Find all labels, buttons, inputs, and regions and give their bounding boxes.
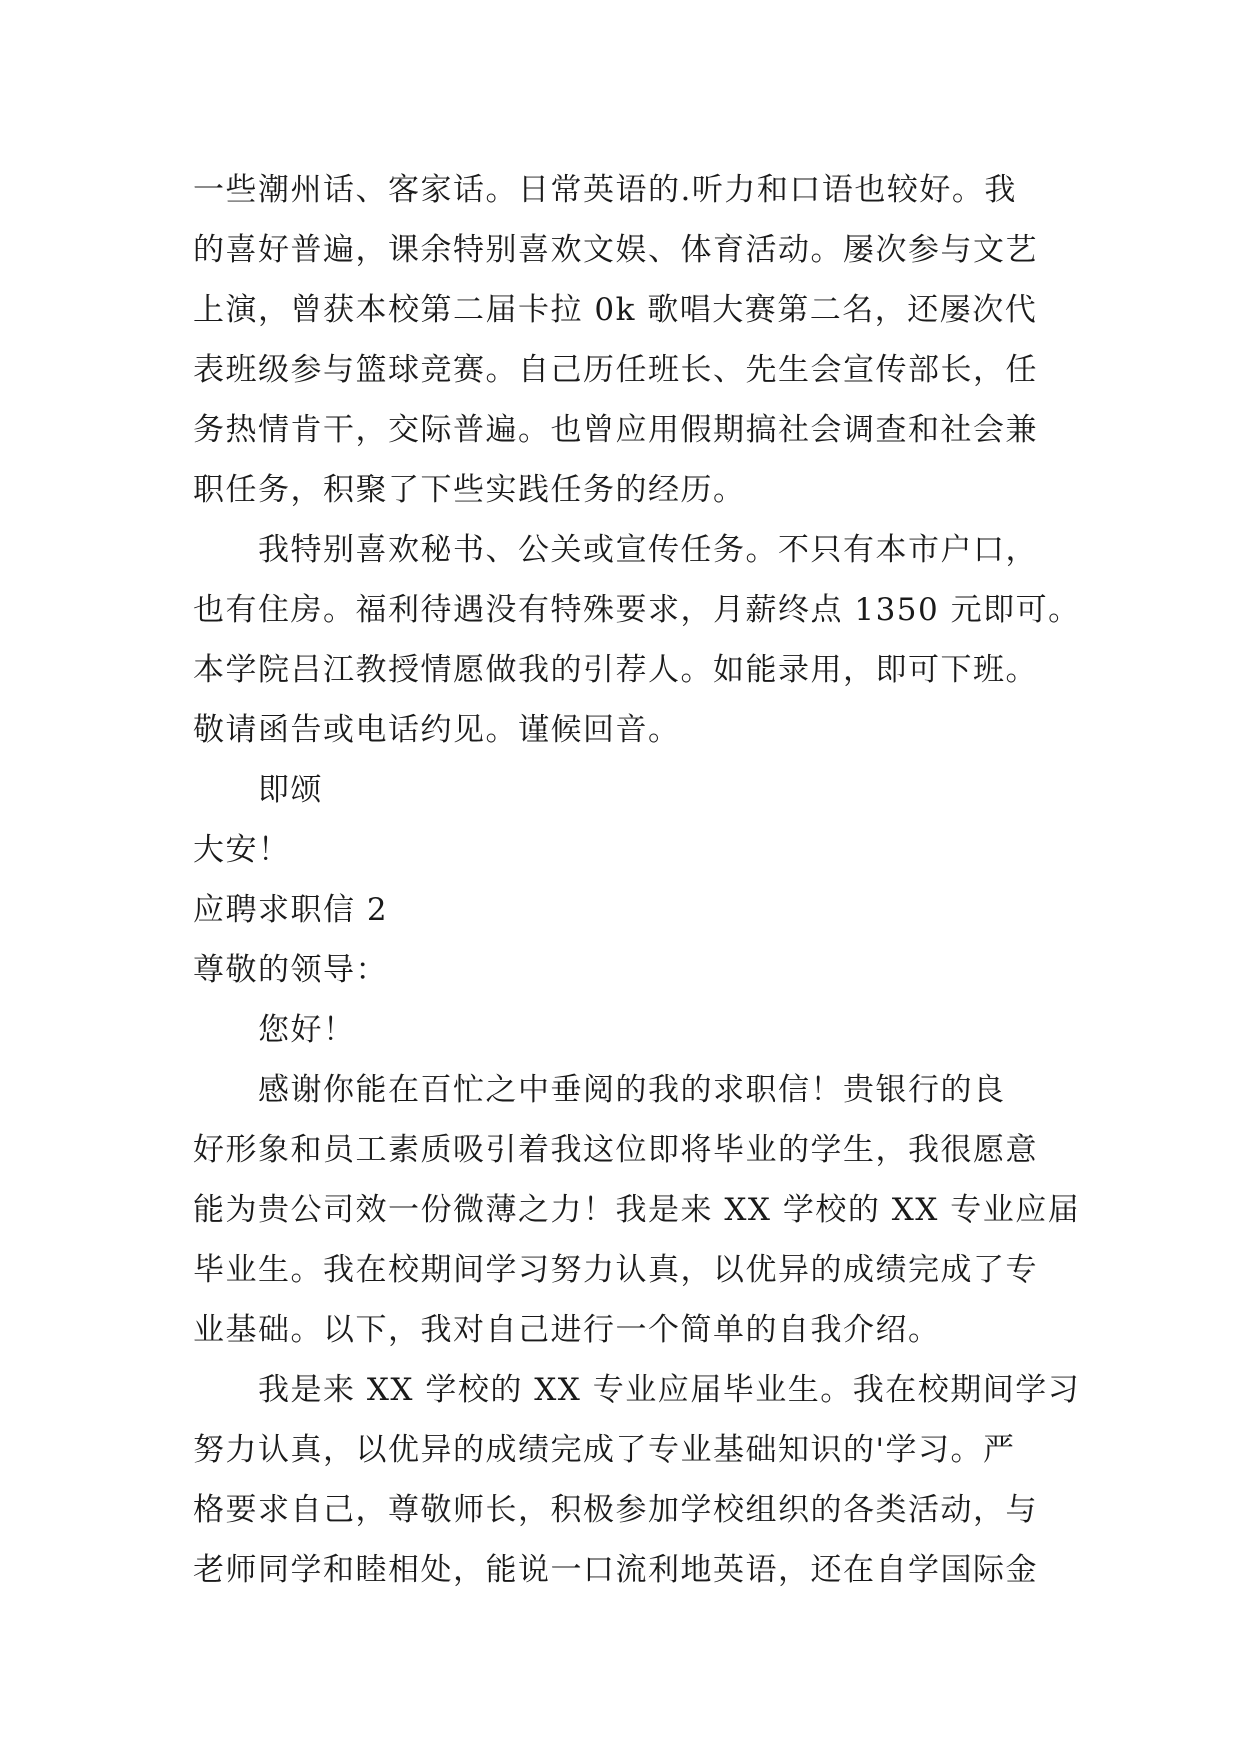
text-line: 大安！	[193, 832, 291, 868]
text-line: 好形象和员工素质吸引着我这位即将毕业的学生，我很愿意	[193, 1132, 1038, 1168]
text-line: 感谢你能在百忙之中垂阅的我的求职信！贵银行的良	[258, 1072, 1006, 1108]
text-line: 老师同学和睦相处，能说一口流利地英语，还在自学国际金	[193, 1552, 1038, 1588]
text-line: 应聘求职信 2	[193, 892, 389, 928]
text-line: 的喜好普遍，课余特别喜欢文娱、体育活动。屡次参与文艺	[193, 232, 1038, 268]
text-line: 业基础。以下，我对自己进行一个简单的自我介绍。	[193, 1312, 941, 1348]
text-line: 一些潮州话、客家话。日常英语的.听力和口语也较好。我	[193, 172, 1017, 208]
text-line: 敬请函告或电话约见。谨候回音。	[193, 712, 681, 748]
text-line: 努力认真，以优异的成绩完成了专业基础知识的'学习。严	[193, 1432, 1016, 1468]
text-line: 毕业生。我在校期间学习努力认真，以优异的成绩完成了专	[193, 1252, 1038, 1288]
text-line: 本学院吕江教授情愿做我的引荐人。如能录用，即可下班。	[193, 652, 1038, 688]
text-line: 也有住房。福利待遇没有特殊要求，月薪终点 1350 元即可。	[193, 592, 1081, 628]
text-line: 职任务，积聚了下些实践任务的经历。	[193, 472, 746, 508]
text-line: 表班级参与篮球竞赛。自己历任班长、先生会宣传部长，任	[193, 352, 1038, 388]
text-line: 尊敬的领导：	[193, 952, 388, 988]
text-line: 我特别喜欢秘书、公关或宣传任务。不只有本市户口，	[258, 532, 1038, 568]
text-line: 您好！	[258, 1012, 356, 1048]
text-line: 上演，曾获本校第二届卡拉 0k 歌唱大赛第二名，还屡次代	[193, 292, 1038, 328]
text-line: 我是来 XX 学校的 XX 专业应届毕业生。我在校期间学习	[258, 1372, 1081, 1408]
text-line: 务热情肯干，交际普遍。也曾应用假期搞社会调查和社会兼	[193, 412, 1038, 448]
text-line: 即颂	[258, 772, 323, 808]
text-line: 格要求自己，尊敬师长，积极参加学校组织的各类活动，与	[193, 1492, 1038, 1528]
document-body	[193, 160, 1081, 1600]
text-line: 能为贵公司效一份微薄之力！我是来 XX 学校的 XX 专业应届	[193, 1192, 1081, 1228]
